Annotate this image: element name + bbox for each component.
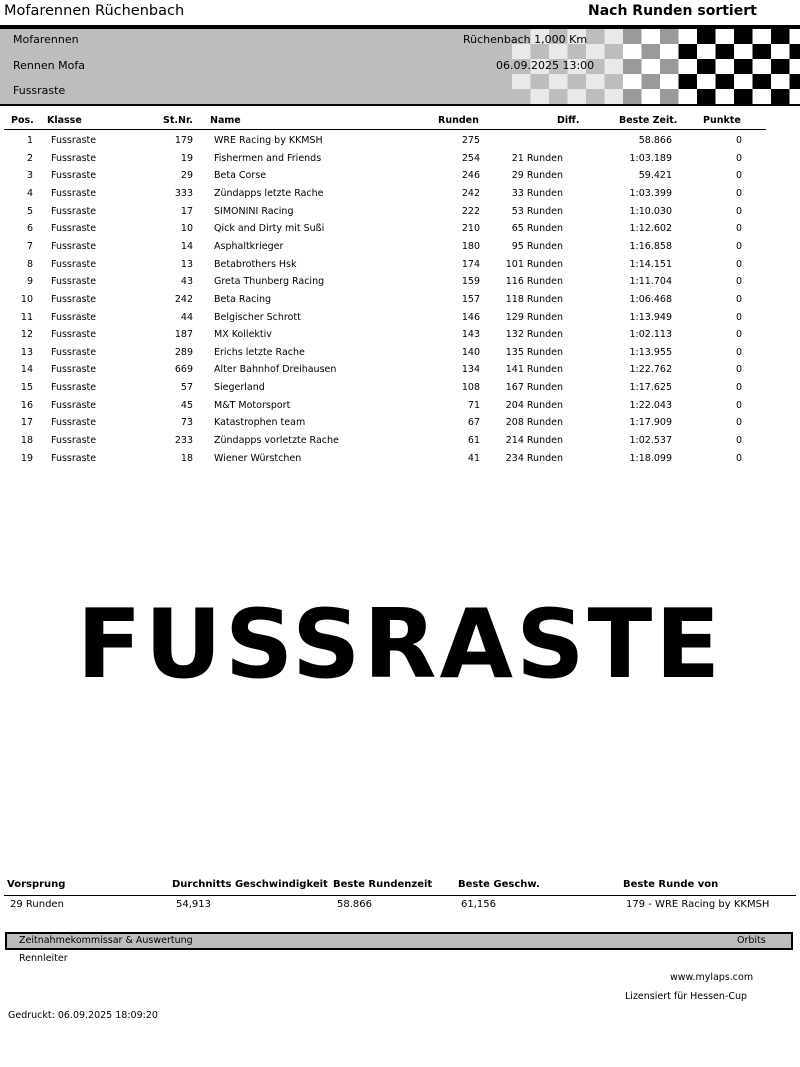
row-best-time: 1:03.189 <box>629 152 672 164</box>
row-stnr: 289 <box>174 346 193 358</box>
row-laps: 140 <box>461 346 480 358</box>
row-diff: 204 Runden <box>505 399 563 411</box>
table-row <box>0 132 800 150</box>
row-points: 0 <box>735 346 742 358</box>
footer-value-vorsprung: 29 Runden <box>10 899 64 910</box>
row-name: Zündapps letzte Rache <box>214 187 324 199</box>
row-laps: 146 <box>461 311 480 323</box>
table-row <box>0 220 800 238</box>
row-best-time: 1:13.949 <box>629 311 672 323</box>
row-laps: 159 <box>461 276 480 288</box>
row-klasse: Fussraste <box>51 205 97 217</box>
row-name: WRE Racing by KKMSH <box>214 135 323 146</box>
table-row <box>0 273 800 291</box>
col-header-runden: Runden <box>438 115 479 126</box>
row-stnr: 44 <box>180 311 193 323</box>
row-klasse: Fussraste <box>51 240 97 252</box>
row-stnr: 179 <box>174 135 193 146</box>
row-stnr: 10 <box>180 223 193 235</box>
footer-header-durchschnitt: Durchnitts Geschwindigkeit <box>172 879 328 890</box>
row-diff: 29 Runden <box>511 170 563 182</box>
row-stnr: 187 <box>174 329 193 341</box>
row-diff: 101 Runden <box>505 258 563 270</box>
row-pos: 3 <box>26 170 33 182</box>
row-diff: 135 Runden <box>505 346 563 358</box>
row-points: 0 <box>735 364 742 376</box>
row-pos: 9 <box>26 276 33 288</box>
row-points: 0 <box>735 417 742 429</box>
license-text: Lizensiert für Hessen-Cup <box>625 991 748 1002</box>
row-laps: 210 <box>461 223 480 235</box>
row-laps: 254 <box>461 152 480 164</box>
row-best-time: 1:22.762 <box>629 364 672 376</box>
table-row <box>0 432 800 450</box>
row-best-time: 1:02.537 <box>629 435 672 447</box>
row-points: 0 <box>735 452 742 464</box>
row-points: 0 <box>735 311 742 323</box>
table-row <box>0 344 800 362</box>
row-points: 0 <box>735 223 742 235</box>
official-label: Zeitnahmekommissar & Auswertung <box>19 935 193 946</box>
row-name: Zündapps vorletzte Rache <box>214 435 339 447</box>
row-diff: 65 Runden <box>511 223 563 235</box>
row-points: 0 <box>735 399 742 411</box>
footer-value-beste-rundenzeit: 58.866 <box>337 899 372 910</box>
software-label: Orbits <box>737 935 766 946</box>
row-name: M&T Motorsport <box>214 399 291 411</box>
row-best-time: 1:12.602 <box>629 223 672 235</box>
row-best-time: 1:18.099 <box>629 452 672 464</box>
row-klasse: Fussraste <box>51 311 97 323</box>
row-pos: 16 <box>20 399 33 411</box>
row-name: Beta Racing <box>214 293 272 305</box>
row-diff: 132 Runden <box>505 329 563 341</box>
row-pos: 4 <box>26 187 33 199</box>
row-laps: 41 <box>467 452 480 464</box>
row-klasse: Fussraste <box>51 417 97 429</box>
row-stnr: 19 <box>180 152 193 164</box>
col-header-diff: Diff. <box>557 115 580 126</box>
row-best-time: 58.866 <box>638 135 672 146</box>
table-row <box>0 291 800 309</box>
row-name: Qick and Dirty mit Sußi <box>214 223 325 235</box>
event-title: Mofarennen Rüchenbach <box>4 3 185 19</box>
row-points: 0 <box>735 435 742 447</box>
row-pos: 8 <box>26 258 33 270</box>
col-header-name: Name <box>210 115 241 126</box>
row-stnr: 57 <box>180 382 193 394</box>
row-pos: 19 <box>20 452 33 464</box>
table-row <box>0 414 800 432</box>
row-laps: 157 <box>461 293 480 305</box>
row-name: MX Kollektiv <box>214 329 272 341</box>
row-points: 0 <box>735 329 742 341</box>
footer-header-beste-runde-von: Beste Runde von <box>623 879 719 890</box>
row-pos: 13 <box>20 346 33 358</box>
table-row <box>0 150 800 168</box>
row-diff: 53 Runden <box>511 205 563 217</box>
row-stnr: 43 <box>180 276 193 288</box>
row-pos: 5 <box>26 205 33 217</box>
row-name: Katastrophen team <box>214 417 306 429</box>
table-header-rule <box>4 129 766 130</box>
row-stnr: 17 <box>180 205 193 217</box>
row-name: Alter Bahnhof Dreihausen <box>214 364 337 376</box>
row-diff: 208 Runden <box>505 417 563 429</box>
row-best-time: 1:16.858 <box>629 240 672 252</box>
table-row <box>0 361 800 379</box>
header-track: Rüchenbach 1,000 Km <box>463 33 588 46</box>
row-stnr: 333 <box>174 187 193 199</box>
row-name: SIMONINI Racing <box>214 205 294 217</box>
footer-header-vorsprung: Vorsprung <box>7 879 66 890</box>
row-stnr: 233 <box>174 435 193 447</box>
row-klasse: Fussraste <box>51 152 97 164</box>
row-klasse: Fussraste <box>51 223 97 235</box>
row-stnr: 242 <box>174 293 193 305</box>
row-best-time: 1:10.030 <box>629 205 672 217</box>
row-laps: 61 <box>467 435 480 447</box>
row-stnr: 669 <box>174 364 193 376</box>
row-laps: 222 <box>461 205 480 217</box>
row-klasse: Fussraste <box>51 187 97 199</box>
row-points: 0 <box>735 205 742 217</box>
row-points: 0 <box>735 258 742 270</box>
row-laps: 180 <box>461 240 480 252</box>
table-row <box>0 379 800 397</box>
row-diff: 141 Runden <box>505 364 563 376</box>
row-pos: 1 <box>26 135 33 146</box>
table-row <box>0 256 800 274</box>
row-points: 0 <box>735 187 742 199</box>
row-klasse: Fussraste <box>51 329 97 341</box>
row-pos: 6 <box>26 223 33 235</box>
col-header-beste-zeit: Beste Zeit. <box>619 115 678 126</box>
row-diff: 116 Runden <box>505 276 563 288</box>
sort-label: Nach Runden sortiert <box>588 3 757 19</box>
footer-value-durchschnitt: 54,913 <box>176 899 211 910</box>
row-klasse: Fussraste <box>51 399 97 411</box>
row-name: Greta Thunberg Racing <box>214 276 325 288</box>
row-name: Asphaltkrieger <box>214 240 284 252</box>
table-row <box>0 397 800 415</box>
row-pos: 18 <box>20 435 33 447</box>
row-best-time: 1:17.909 <box>629 417 672 429</box>
row-points: 0 <box>735 293 742 305</box>
row-best-time: 1:17.625 <box>629 382 672 394</box>
col-header-stnr: St.Nr. <box>163 115 193 126</box>
row-klasse: Fussraste <box>51 364 97 376</box>
table-row <box>0 203 800 221</box>
row-klasse: Fussraste <box>51 435 97 447</box>
row-best-time: 1:06.468 <box>629 293 672 305</box>
row-laps: 143 <box>461 329 480 341</box>
row-name: Beta Corse <box>214 170 267 182</box>
row-points: 0 <box>735 276 742 288</box>
header-datetime: 06.09.2025 13:00 <box>496 59 595 72</box>
row-diff: 234 Runden <box>505 452 563 464</box>
header-series: Mofarennen <box>13 33 79 46</box>
row-klasse: Fussraste <box>51 293 97 305</box>
row-points: 0 <box>735 135 742 146</box>
footer-rule <box>4 895 796 896</box>
row-pos: 2 <box>26 152 33 164</box>
footer-value-beste-geschw: 61,156 <box>461 899 496 910</box>
footer-header-beste-geschw: Beste Geschw. <box>458 879 540 890</box>
row-best-time: 1:22.043 <box>629 399 672 411</box>
row-diff: 21 Runden <box>511 152 563 164</box>
row-points: 0 <box>735 240 742 252</box>
row-klasse: Fussraste <box>51 170 97 182</box>
row-diff: 33 Runden <box>511 187 563 199</box>
row-name: Fishermen and Friends <box>214 152 322 164</box>
row-laps: 67 <box>467 417 480 429</box>
row-klasse: Fussraste <box>51 452 97 464</box>
col-header-klasse: Klasse <box>47 115 82 126</box>
row-name: Belgischer Schrott <box>214 311 301 323</box>
footer-value-beste-runde-von: 179 - WRE Racing by KKMSH <box>626 899 770 910</box>
row-points: 0 <box>735 152 742 164</box>
row-best-time: 1:11.704 <box>629 276 672 288</box>
watermark: FUSSRASTE <box>76 590 724 700</box>
row-laps: 134 <box>461 364 480 376</box>
table-row <box>0 450 800 468</box>
row-stnr: 73 <box>180 417 193 429</box>
col-header-punkte: Punkte <box>703 115 741 126</box>
row-pos: 15 <box>20 382 33 394</box>
row-klasse: Fussraste <box>51 276 97 288</box>
row-klasse: Fussraste <box>51 346 97 358</box>
table-row <box>0 238 800 256</box>
row-name: Wiener Würstchen <box>214 452 302 464</box>
row-stnr: 14 <box>180 240 193 252</box>
row-best-time: 1:03.399 <box>629 187 672 199</box>
table-row <box>0 326 800 344</box>
row-stnr: 45 <box>180 399 193 411</box>
row-best-time: 1:13.955 <box>629 346 672 358</box>
row-laps: 108 <box>461 382 480 394</box>
row-diff: 95 Runden <box>511 240 563 252</box>
row-klasse: Fussraste <box>51 382 97 394</box>
row-diff: 167 Runden <box>505 382 563 394</box>
row-best-time: 59.421 <box>638 170 672 182</box>
row-pos: 11 <box>20 311 33 323</box>
row-klasse: Fussraste <box>51 135 97 146</box>
printed-timestamp: Gedruckt: 06.09.2025 18:09:20 <box>8 1010 158 1021</box>
row-laps: 275 <box>461 135 480 146</box>
row-pos: 12 <box>20 329 33 341</box>
row-laps: 246 <box>461 170 480 182</box>
row-klasse: Fussraste <box>51 258 97 270</box>
row-laps: 71 <box>467 399 480 411</box>
header-class: Fussraste <box>13 84 66 97</box>
row-laps: 242 <box>461 187 480 199</box>
row-diff: 129 Runden <box>505 311 563 323</box>
row-pos: 10 <box>20 293 33 305</box>
row-points: 0 <box>735 382 742 394</box>
row-stnr: 18 <box>180 452 193 464</box>
row-name: Erichs letzte Rache <box>214 346 305 358</box>
website-link[interactable]: www.mylaps.com <box>670 972 754 983</box>
row-name: Betabrothers Hsk <box>214 258 297 270</box>
table-row <box>0 167 800 185</box>
rennleiter-label: Rennleiter <box>19 953 68 964</box>
row-pos: 7 <box>26 240 33 252</box>
row-diff: 118 Runden <box>505 293 563 305</box>
row-best-time: 1:02.113 <box>629 329 672 341</box>
row-best-time: 1:14.151 <box>629 258 672 270</box>
row-stnr: 29 <box>180 170 193 182</box>
table-row <box>0 185 800 203</box>
row-pos: 17 <box>20 417 33 429</box>
header-bottom-rule <box>0 104 800 106</box>
header-race: Rennen Mofa <box>13 59 85 72</box>
row-diff: 214 Runden <box>505 435 563 447</box>
row-laps: 174 <box>461 258 480 270</box>
footer-header-beste-rundenzeit: Beste Rundenzeit <box>333 879 433 890</box>
row-name: Siegerland <box>214 382 265 394</box>
row-stnr: 13 <box>180 258 193 270</box>
col-header-pos: Pos. <box>11 115 34 126</box>
row-points: 0 <box>735 170 742 182</box>
row-pos: 14 <box>20 364 33 376</box>
table-row <box>0 309 800 327</box>
